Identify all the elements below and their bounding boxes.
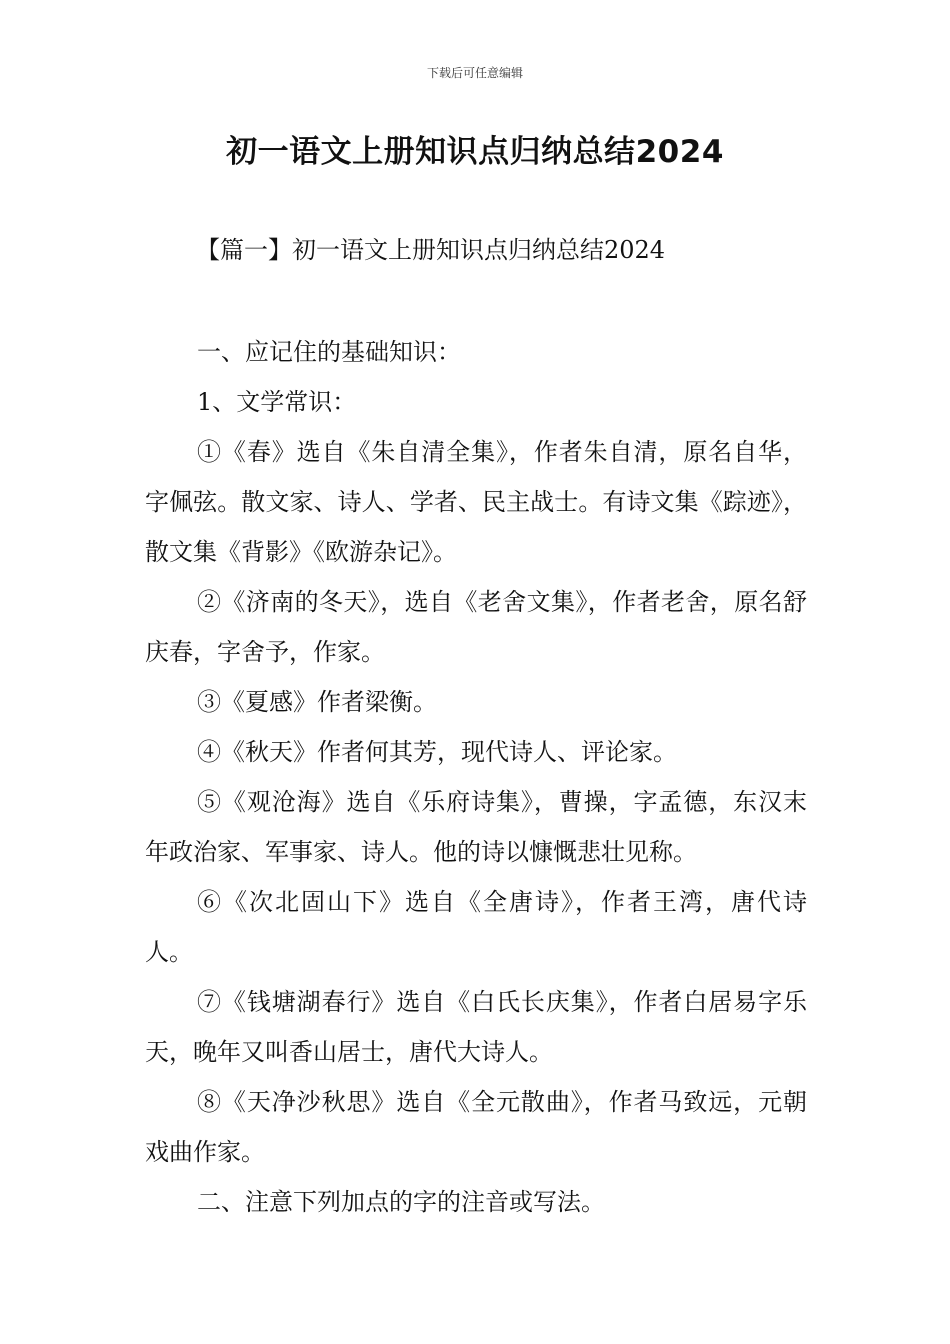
paragraph-item-5: ⑤《观沧海》选自《乐府诗集》，曹操，字孟德，东汉末年政治家、军事家、诗人。他的诗以慷慨悲壮见称。 <box>145 788 807 866</box>
heading-basic-knowledge: 一、应记住的基础知识： <box>197 338 461 366</box>
heading-pronunciation: 二、注意下列加点的字的注音或写法。 <box>197 1188 605 1216</box>
paragraph-item-6: ⑥《次北固山下》选自《全唐诗》，作者王湾，唐代诗人。 <box>145 888 807 966</box>
section-heading: 【篇一】初一语文上册知识点归纳总结2024 <box>196 236 666 264</box>
document-body <box>145 327 807 1227</box>
paragraph-item-4: ④《秋天》作者何其芳，现代诗人、评论家。 <box>197 738 677 766</box>
document-title: 初一语文上册知识点归纳总结2024 <box>226 134 724 170</box>
paragraph-item-3: ③《夏感》作者梁衡。 <box>197 688 437 716</box>
page-header-note: 下载后可任意编辑 <box>426 66 523 80</box>
heading-literary-knowledge: 1、文学常识： <box>197 388 357 416</box>
paragraph-item-8: ⑧《天净沙秋思》选自《全元散曲》，作者马致远，元朝戏曲作家。 <box>145 1088 807 1166</box>
paragraph-item-1: ①《春》选自《朱自清全集》，作者朱自清，原名自华，字佩弦。散文家、诗人、学者、民主战士。有诗文集《踪迹》，散文集《背影》《欧游杂记》。 <box>145 438 807 566</box>
paragraph-item-2: ②《济南的冬天》，选自《老舍文集》，作者老舍，原名舒庆春，字舍予，作家。 <box>145 588 807 666</box>
paragraph-item-7: ⑦《钱塘湖春行》选自《白氏长庆集》，作者白居易字乐天，晚年又叫香山居士，唐代大诗人。 <box>145 988 807 1066</box>
